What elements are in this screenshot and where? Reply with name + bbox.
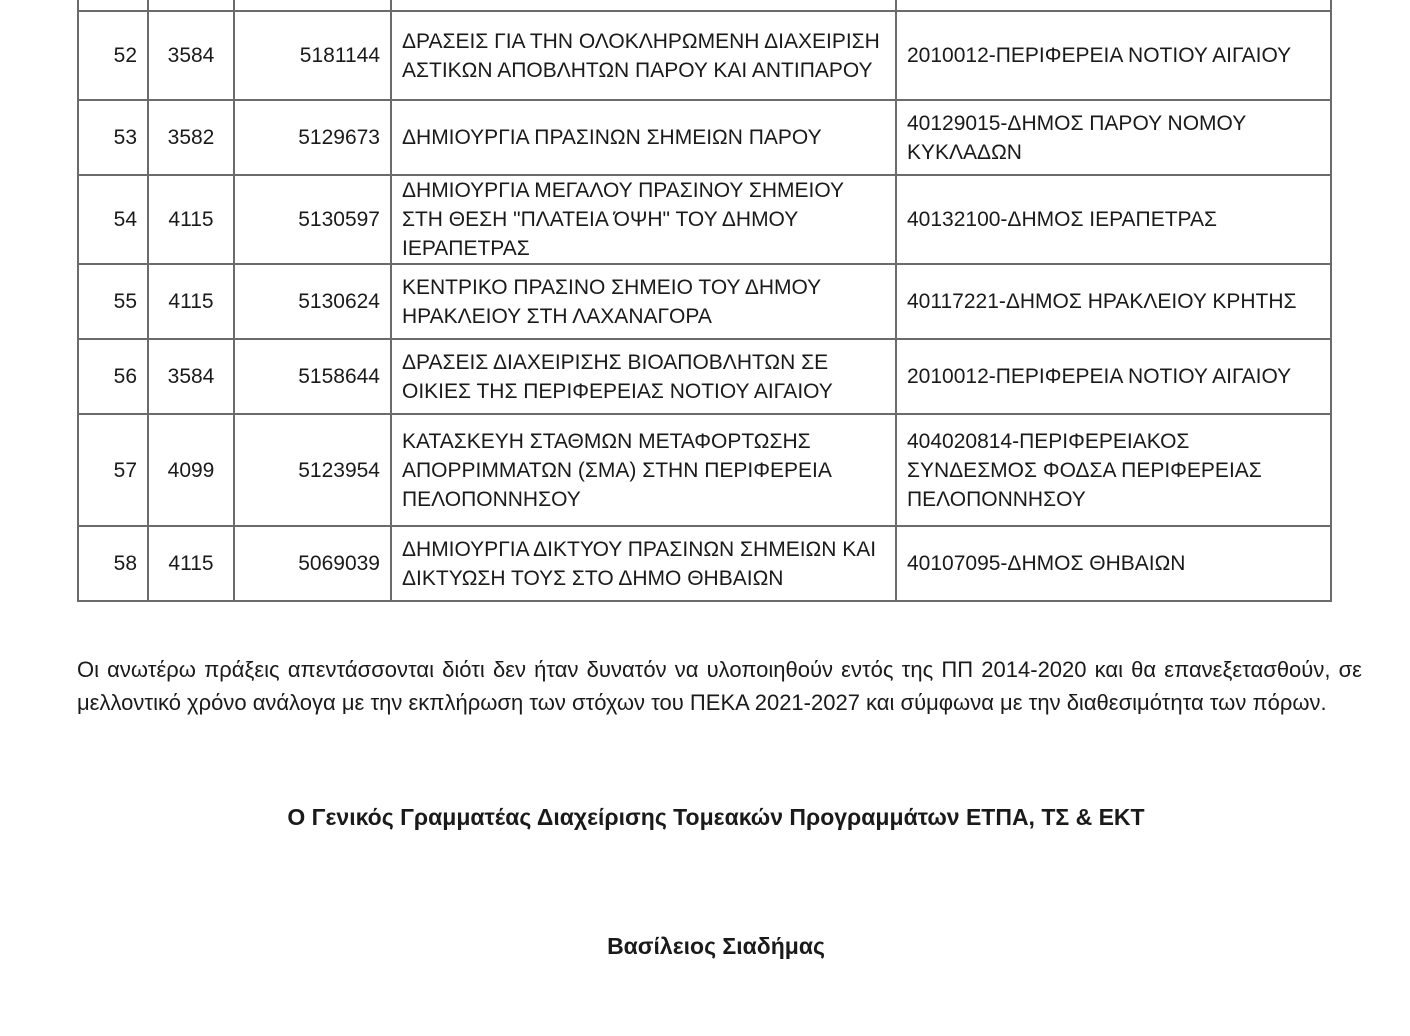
signatory-title: Ο Γενικός Γραμματέας Διαχείρισης Τομεακών Προγραμμάτων ΕΤΠΑ, ΤΣ & ΕΚΤ: [287, 804, 1145, 830]
row-number-cell: 55: [78, 264, 148, 339]
project-title-cell: ΚΑΤΑΣΚΕΥΗ ΣΤΑΘΜΩΝ ΜΕΤΑΦΟΡΤΩΣΗΣ ΑΠΟΡΡΙΜΜΑΤΩΝ (ΣΜΑ) ΣΤΗΝ ΠΕΡΙΦΕΡΕΙΑ ΠΕΛΟΠΟΝΝΗΣΟΥ: [391, 414, 896, 526]
table-row: [78, 264, 1331, 339]
code-cell: 4115: [148, 526, 234, 601]
table-row: [78, 339, 1331, 414]
table-row: [78, 11, 1331, 100]
code-cell: 3582: [148, 100, 234, 175]
project-title-cell: ΔΡΑΣΕΙΣ ΓΙΑ ΤΗΝ ΟΛΟΚΛΗΡΩΜΕΝΗ ΔΙΑΧΕΙΡΙΣΗ ΑΣΤΙΚΩΝ ΑΠΟΒΛΗΤΩΝ ΠΑΡΟΥ ΚΑΙ ΑΝΤΙΠΑΡΟΥ: [391, 11, 896, 100]
project-title-cell: ΚΕΝΤΡΙΚΟ ΠΡΑΣΙΝΟ ΣΗΜΕΙΟ ΤΟΥ ΔΗΜΟΥ ΗΡΑΚΛΕΙΟΥ ΣΤΗ ΛΑΧΑΝΑΓΟΡΑ: [391, 264, 896, 339]
code-cell: 4115: [148, 264, 234, 339]
code-cell: 4099: [148, 414, 234, 526]
row-number-cell: 58: [78, 526, 148, 601]
body-paragraph: Οι ανωτέρω πράξεις απεντάσσονται διότι δεν ήταν δυνατόν να υλοποιηθούν εντός της ΠΠ 2014-2020 και θα επανεξετασθούν, σε μελλοντικό χρόνο ανάλογα με την εκπλήρωση των στόχων του ΠΕΚΑ 2021-2027 και σύμφωνα με την διαθεσιμότητα των πόρων.: [77, 657, 1362, 715]
project-title-cell: ΔΡΑΣΕΙΣ ΔΙΑΧΕΙΡΙΣΗΣ ΒΙΟΑΠΟΒΛΗΤΩΝ ΣΕ ΟΙΚΙΕΣ ΤΗΣ ΠΕΡΙΦΕΡΕΙΑΣ ΝΟΤΙΟΥ ΑΙΓΑΙΟΥ: [391, 339, 896, 414]
project-title-cell: ΔΗΜΙΟΥΡΓΙΑ ΠΡΑΣΙΝΩΝ ΣΗΜΕΙΩΝ ΠΑΡΟΥ: [391, 100, 896, 175]
code-cell: 3584: [148, 11, 234, 100]
mis-code-cell: 5123954: [234, 414, 391, 526]
mis-code-cell: 5129673: [234, 100, 391, 175]
table-row: [78, 526, 1331, 601]
mis-code-cell: 5130597: [234, 175, 391, 264]
row-number-cell: 54: [78, 175, 148, 264]
mis-code-cell: 5069039: [234, 526, 391, 601]
mis-code-cell: 5181144: [234, 11, 391, 100]
project-title-cell: ΔΗΜΙΟΥΡΓΙΑ ΜΕΓΑΛΟΥ ΠΡΑΣΙΝΟΥ ΣΗΜΕΙΟΥ ΣΤΗ ΘΕΣΗ "ΠΛΑΤΕΙΑ ΌΨΗ" ΤΟΥ ΔΗΜΟΥ ΙΕΡΑΠΕΤΡΑΣ: [391, 175, 896, 264]
row-number-cell: 56: [78, 339, 148, 414]
beneficiary-cell: 40117221-ΔΗΜΟΣ ΗΡΑΚΛΕΙΟΥ ΚΡΗΤΗΣ: [896, 264, 1331, 339]
row-number-cell: 57: [78, 414, 148, 526]
beneficiary-cell: 40107095-ΔΗΜΟΣ ΘΗΒΑΙΩΝ: [896, 526, 1331, 601]
table-row: [78, 100, 1331, 175]
code-cell: 4115: [148, 175, 234, 264]
beneficiary-cell: 40129015-ΔΗΜΟΣ ΠΑΡΟΥ ΝΟΜΟΥ ΚΥΚΛΑΔΩΝ: [896, 100, 1331, 175]
projects-table: [77, 0, 1332, 602]
project-title-cell: ΔΗΜΙΟΥΡΓΙΑ ΔΙΚΤΥΟΥ ΠΡΑΣΙΝΩΝ ΣΗΜΕΙΩΝ ΚΑΙ ΔΙΚΤΥΩΣΗ ΤΟΥΣ ΣΤΟ ΔΗΜΟ ΘΗΒΑΙΩΝ: [391, 526, 896, 601]
beneficiary-cell: 2010012-ΠΕΡΙΦΕΡΕΙΑ ΝΟΤΙΟΥ ΑΙΓΑΙΟΥ: [896, 11, 1331, 100]
code-cell: 3584: [148, 339, 234, 414]
table-row-partial: [78, 0, 1331, 11]
beneficiary-cell: 404020814-ΠΕΡΙΦΕΡΕΙΑΚΟΣ ΣΥΝΔΕΣΜΟΣ ΦΟΔΣΑ ΠΕΡΙΦΕΡΕΙΑΣ ΠΕΛΟΠΟΝΝΗΣΟΥ: [896, 414, 1331, 526]
beneficiary-cell: 2010012-ΠΕΡΙΦΕΡΕΙΑ ΝΟΤΙΟΥ ΑΙΓΑΙΟΥ: [896, 339, 1331, 414]
row-number-cell: 53: [78, 100, 148, 175]
mis-code-cell: 5158644: [234, 339, 391, 414]
row-number-cell: 52: [78, 11, 148, 100]
beneficiary-cell: 40132100-ΔΗΜΟΣ ΙΕΡΑΠΕΤΡΑΣ: [896, 175, 1331, 264]
table-row: [78, 175, 1331, 264]
signatory-name: Βασίλειος Σιαδήμας: [607, 933, 825, 959]
mis-code-cell: 5130624: [234, 264, 391, 339]
table-row: [78, 414, 1331, 526]
